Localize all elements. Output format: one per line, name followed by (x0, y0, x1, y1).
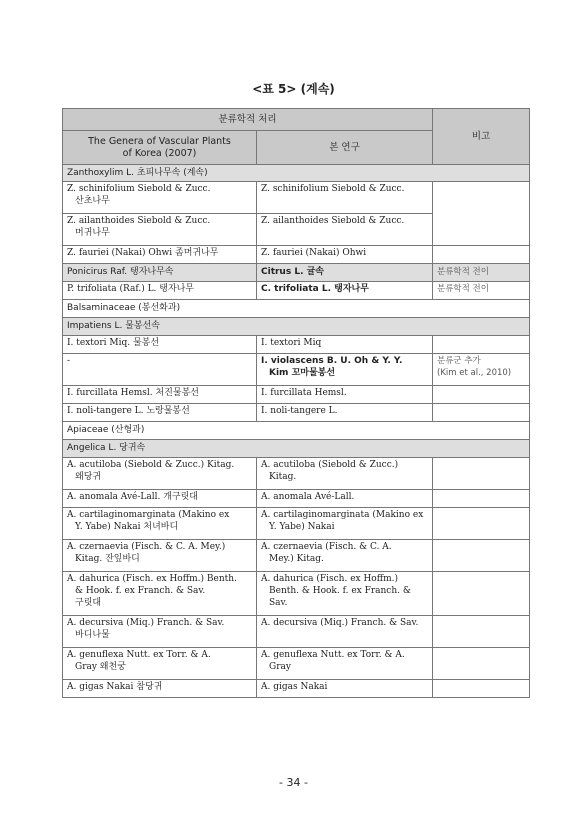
remark-cell (433, 458, 530, 490)
remark-cell (433, 246, 530, 264)
cell: Citrus L. 귤속 (257, 264, 433, 282)
remark-cell: 분류학적 전이 (433, 264, 530, 282)
cell: A. dahurica (Fisch. ex Hoffm.) Benth. & Hook. f. ex Franch. & Sav. 구릿대 (63, 572, 257, 616)
remark-cell: 분류학적 전이 (433, 282, 530, 300)
cell: I. noli-tangere L. (257, 404, 433, 422)
header-col1: The Genera of Vascular Plants of Korea (2007) (63, 131, 257, 165)
table-row (63, 386, 530, 404)
genus-row (63, 264, 530, 282)
cell: I. furcillata Hemsl. (257, 386, 433, 404)
cell: A. decursiva (Miq.) Franch. & Sav. 바디나물 (63, 616, 257, 648)
table-row (63, 182, 530, 214)
table-row (63, 490, 530, 508)
cell: A. czernaevia (Fisch. & C. A. Mey.) Kitag. (257, 540, 433, 572)
family-cell: Apiaceae (산형과) (63, 422, 530, 440)
cell: A. cartilaginomarginata (Makino ex Y. Yabe) Nakai 처녀바디 (63, 508, 257, 540)
cell: Z. ailanthoides Siebold & Zucc. (257, 214, 433, 246)
cell: A. anomala Avé-Lall. (257, 490, 433, 508)
remark-cell (433, 386, 530, 404)
cell: P. trifoliata (Raf.) L. 탱자나무 (63, 282, 257, 300)
table-row (63, 246, 530, 264)
cell: Z. ailanthoides Siebold & Zucc. 머귀나무 (63, 214, 257, 246)
table-row (63, 572, 530, 616)
remark-cell (433, 508, 530, 540)
cell: I. noli-tangere L. 노랑물봉선 (63, 404, 257, 422)
header-group: 분류학적 처리 (63, 109, 433, 131)
header-col2: 본 연구 (257, 131, 433, 165)
remark-cell (433, 616, 530, 648)
cell: A. acutiloba (Siebold & Zucc.) Kitag. (257, 458, 433, 490)
table-title: <표 5> (계속) (252, 82, 335, 96)
genus-row (63, 165, 530, 182)
family-row (63, 300, 530, 318)
table-row (63, 680, 530, 698)
genus-cell: Impatiens L. 물봉선속 (63, 318, 530, 336)
genus-row (63, 318, 530, 336)
cell: Ponicirus Raf. 탱자나무속 (63, 264, 257, 282)
genus-row (63, 440, 530, 458)
cell: I. furcillata Hemsl. 처진물봉선 (63, 386, 257, 404)
cell: A. decursiva (Miq.) Franch. & Sav. (257, 616, 433, 648)
remark-cell (433, 490, 530, 508)
cell: A. czernaevia (Fisch. & C. A. Mey.) Kitag. 잔잎바디 (63, 540, 257, 572)
remark-cell (433, 572, 530, 616)
table-row (63, 616, 530, 648)
cell: I. textori Miq. 물봉선 (63, 336, 257, 354)
genus-cell: Angelica L. 당귀속 (63, 440, 530, 458)
table-row (63, 282, 530, 300)
table-row (63, 354, 530, 386)
cell: A. cartilaginomarginata (Makino ex Y. Yabe) Nakai (257, 508, 433, 540)
remark-cell (433, 404, 530, 422)
remark-cell (433, 680, 530, 698)
header-remark: 비고 (433, 109, 530, 165)
table-row (63, 404, 530, 422)
cell: C. trifoliata L. 탱자나무 (257, 282, 433, 300)
page-number: - 34 - (279, 776, 308, 789)
cell: - (63, 354, 257, 386)
cell: Z. fauriei (Nakai) Ohwi 좀머귀나무 (63, 246, 257, 264)
cell: Z. schinifolium Siebold & Zucc. (257, 182, 433, 214)
cell: Z. fauriei (Nakai) Ohwi (257, 246, 433, 264)
table-row (63, 508, 530, 540)
cell: A. genuflexa Nutt. ex Torr. & A. Gray 왜천궁 (63, 648, 257, 680)
header-row (63, 109, 530, 131)
table-row (63, 336, 530, 354)
cell: A. gigas Nakai (257, 680, 433, 698)
cell: A. gigas Nakai 참당귀 (63, 680, 257, 698)
taxonomy-table (62, 108, 530, 698)
remark-cell (433, 182, 530, 246)
table-row (63, 458, 530, 490)
family-cell: Balsaminaceae (봉선화과) (63, 300, 530, 318)
cell: A. genuflexa Nutt. ex Torr. & A. Gray (257, 648, 433, 680)
cell: A. anomala Avé-Lall. 개구릿대 (63, 490, 257, 508)
cell: A. acutiloba (Siebold & Zucc.) Kitag. 왜당귀 (63, 458, 257, 490)
table-row (63, 648, 530, 680)
cell: Z. schinifolium Siebold & Zucc. 산초나무 (63, 182, 257, 214)
genus-cell: Zanthoxylim L. 초피나무속 (계속) (63, 165, 530, 182)
remark-cell: 분류군 추가 (Kim et al., 2010) (433, 354, 530, 386)
table-row (63, 540, 530, 572)
remark-cell (433, 336, 530, 354)
remark-cell (433, 648, 530, 680)
cell: I. textori Miq (257, 336, 433, 354)
remark-cell (433, 540, 530, 572)
cell: A. dahurica (Fisch. ex Hoffm.) Benth. & Hook. f. ex Franch. & Sav. (257, 572, 433, 616)
cell: I. violascens B. U. Oh & Y. Y. Kim 꼬마물봉선 (257, 354, 433, 386)
family-row (63, 422, 530, 440)
